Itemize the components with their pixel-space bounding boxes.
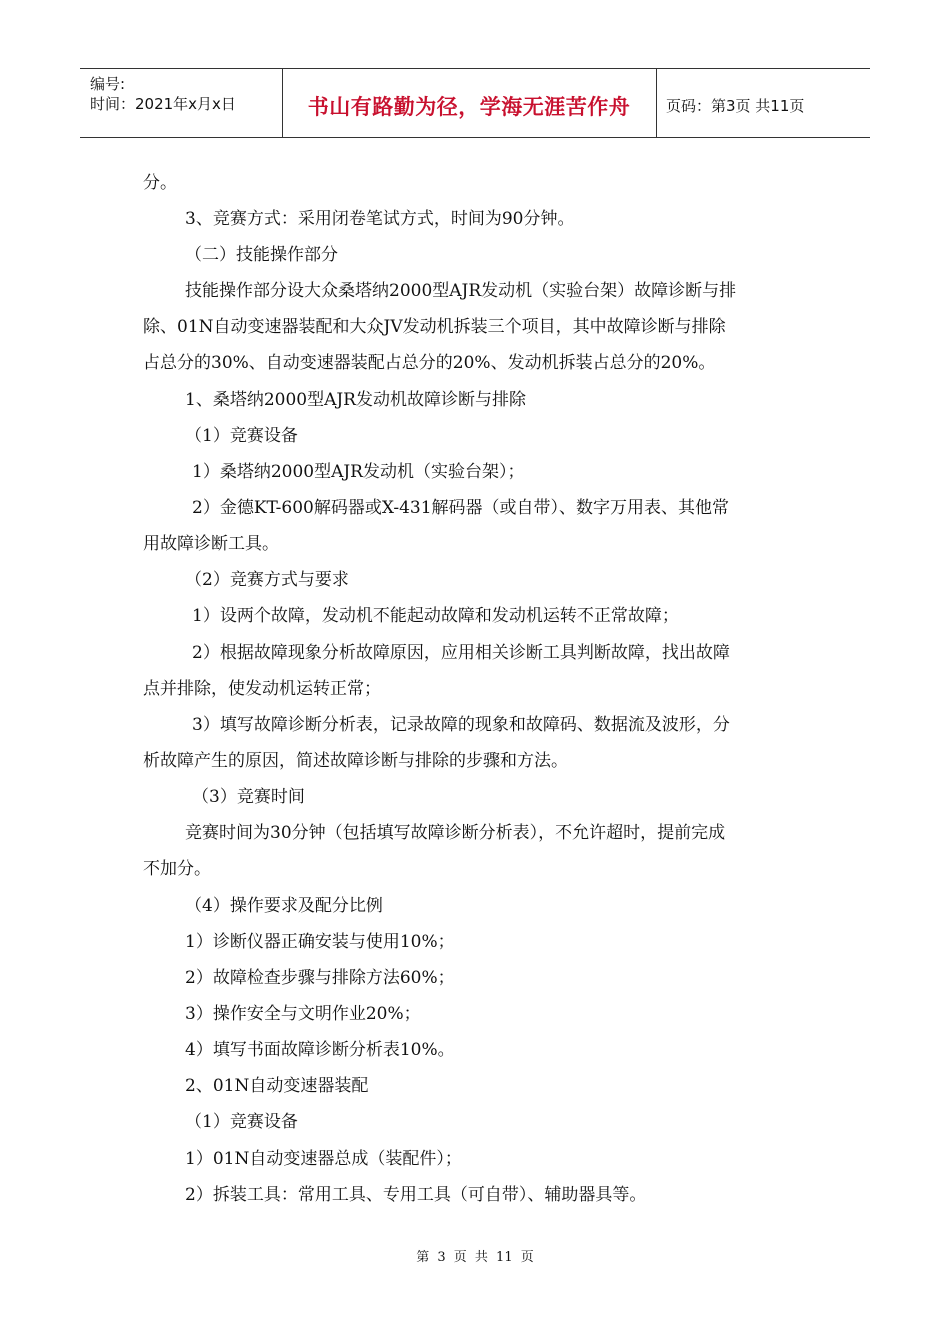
page-footer: 第 3 页 共 11 页 bbox=[416, 1250, 534, 1265]
list-item: 1）01N自动变速器总成（装配件）； bbox=[185, 1149, 462, 1169]
list-item: 2）根据故障现象分析故障原因，应用相关诊断工具判断故障，找出故障 bbox=[192, 643, 730, 663]
list-item-continued: 用故障诊断工具。 bbox=[143, 534, 279, 554]
subsection-heading: （1）竞赛设备 bbox=[185, 1112, 298, 1132]
subsection-heading: （4）操作要求及配分比例 bbox=[185, 896, 383, 916]
document-number-label: 编号: bbox=[90, 75, 126, 93]
list-item: 1）桑塔纳2000型AJR发动机（实验台架）； bbox=[192, 462, 525, 482]
subsection-heading: （1）竞赛设备 bbox=[185, 426, 298, 446]
list-item-continued: 析故障产生的原因，简述故障诊断与排除的步骤和方法。 bbox=[143, 751, 568, 771]
section-heading: 1、桑塔纳2000型AJR发动机故障诊断与排除 bbox=[185, 390, 526, 410]
header-page-number: 页码：第3页 共11页 bbox=[666, 97, 805, 115]
list-item-continued: 点并排除，使发动机运转正常； bbox=[143, 679, 381, 699]
list-item: 2）拆装工具：常用工具、专用工具（可自带）、辅助器具等。 bbox=[185, 1185, 647, 1205]
section-heading: （二）技能操作部分 bbox=[185, 245, 338, 265]
document-time-label: 时间：2021年x月x日 bbox=[90, 95, 236, 113]
list-item: 3）操作安全与文明作业20%； bbox=[185, 1004, 421, 1024]
list-item: 4）填写书面故障诊断分析表10%。 bbox=[185, 1040, 455, 1060]
header-motto: 书山有路勤为径，学海无涯苦作舟 bbox=[307, 95, 631, 119]
body-line: 不加分。 bbox=[143, 859, 211, 879]
body-line: 除、01N自动变速器装配和大众JV发动机拆装三个项目，其中故障诊断与排除 bbox=[143, 317, 726, 337]
section-heading: 2、01N自动变速器装配 bbox=[185, 1076, 369, 1096]
list-item: 2）金德KT-600解码器或X-431解码器（或自带）、数字万用表、其他常 bbox=[192, 498, 730, 518]
list-item: 3）填写故障诊断分析表，记录故障的现象和故障码、数据流及波形，分 bbox=[192, 715, 730, 735]
body-line: 占总分的30%、自动变速器装配占总分的20%、发动机拆装占总分的20%。 bbox=[143, 353, 716, 373]
body-line: 技能操作部分设大众桑塔纳2000型AJR发动机（实验台架）故障诊断与排 bbox=[185, 281, 737, 301]
body-line: 竞赛时间为30分钟（包括填写故障诊断分析表），不允许超时，提前完成 bbox=[185, 823, 726, 843]
body-line: 分。 bbox=[143, 173, 177, 193]
list-item: 2）故障检查步骤与排除方法60%； bbox=[185, 968, 455, 988]
list-item: 1）设两个故障，发动机不能起动故障和发动机运转不正常故障； bbox=[192, 606, 679, 626]
list-item: 1）诊断仪器正确安装与使用10%； bbox=[185, 932, 455, 952]
body-line: 3、竞赛方式：采用闭卷笔试方式，时间为90分钟。 bbox=[185, 209, 575, 229]
subsection-heading: （3）竞赛时间 bbox=[192, 787, 305, 807]
subsection-heading: （2）竞赛方式与要求 bbox=[185, 570, 349, 590]
